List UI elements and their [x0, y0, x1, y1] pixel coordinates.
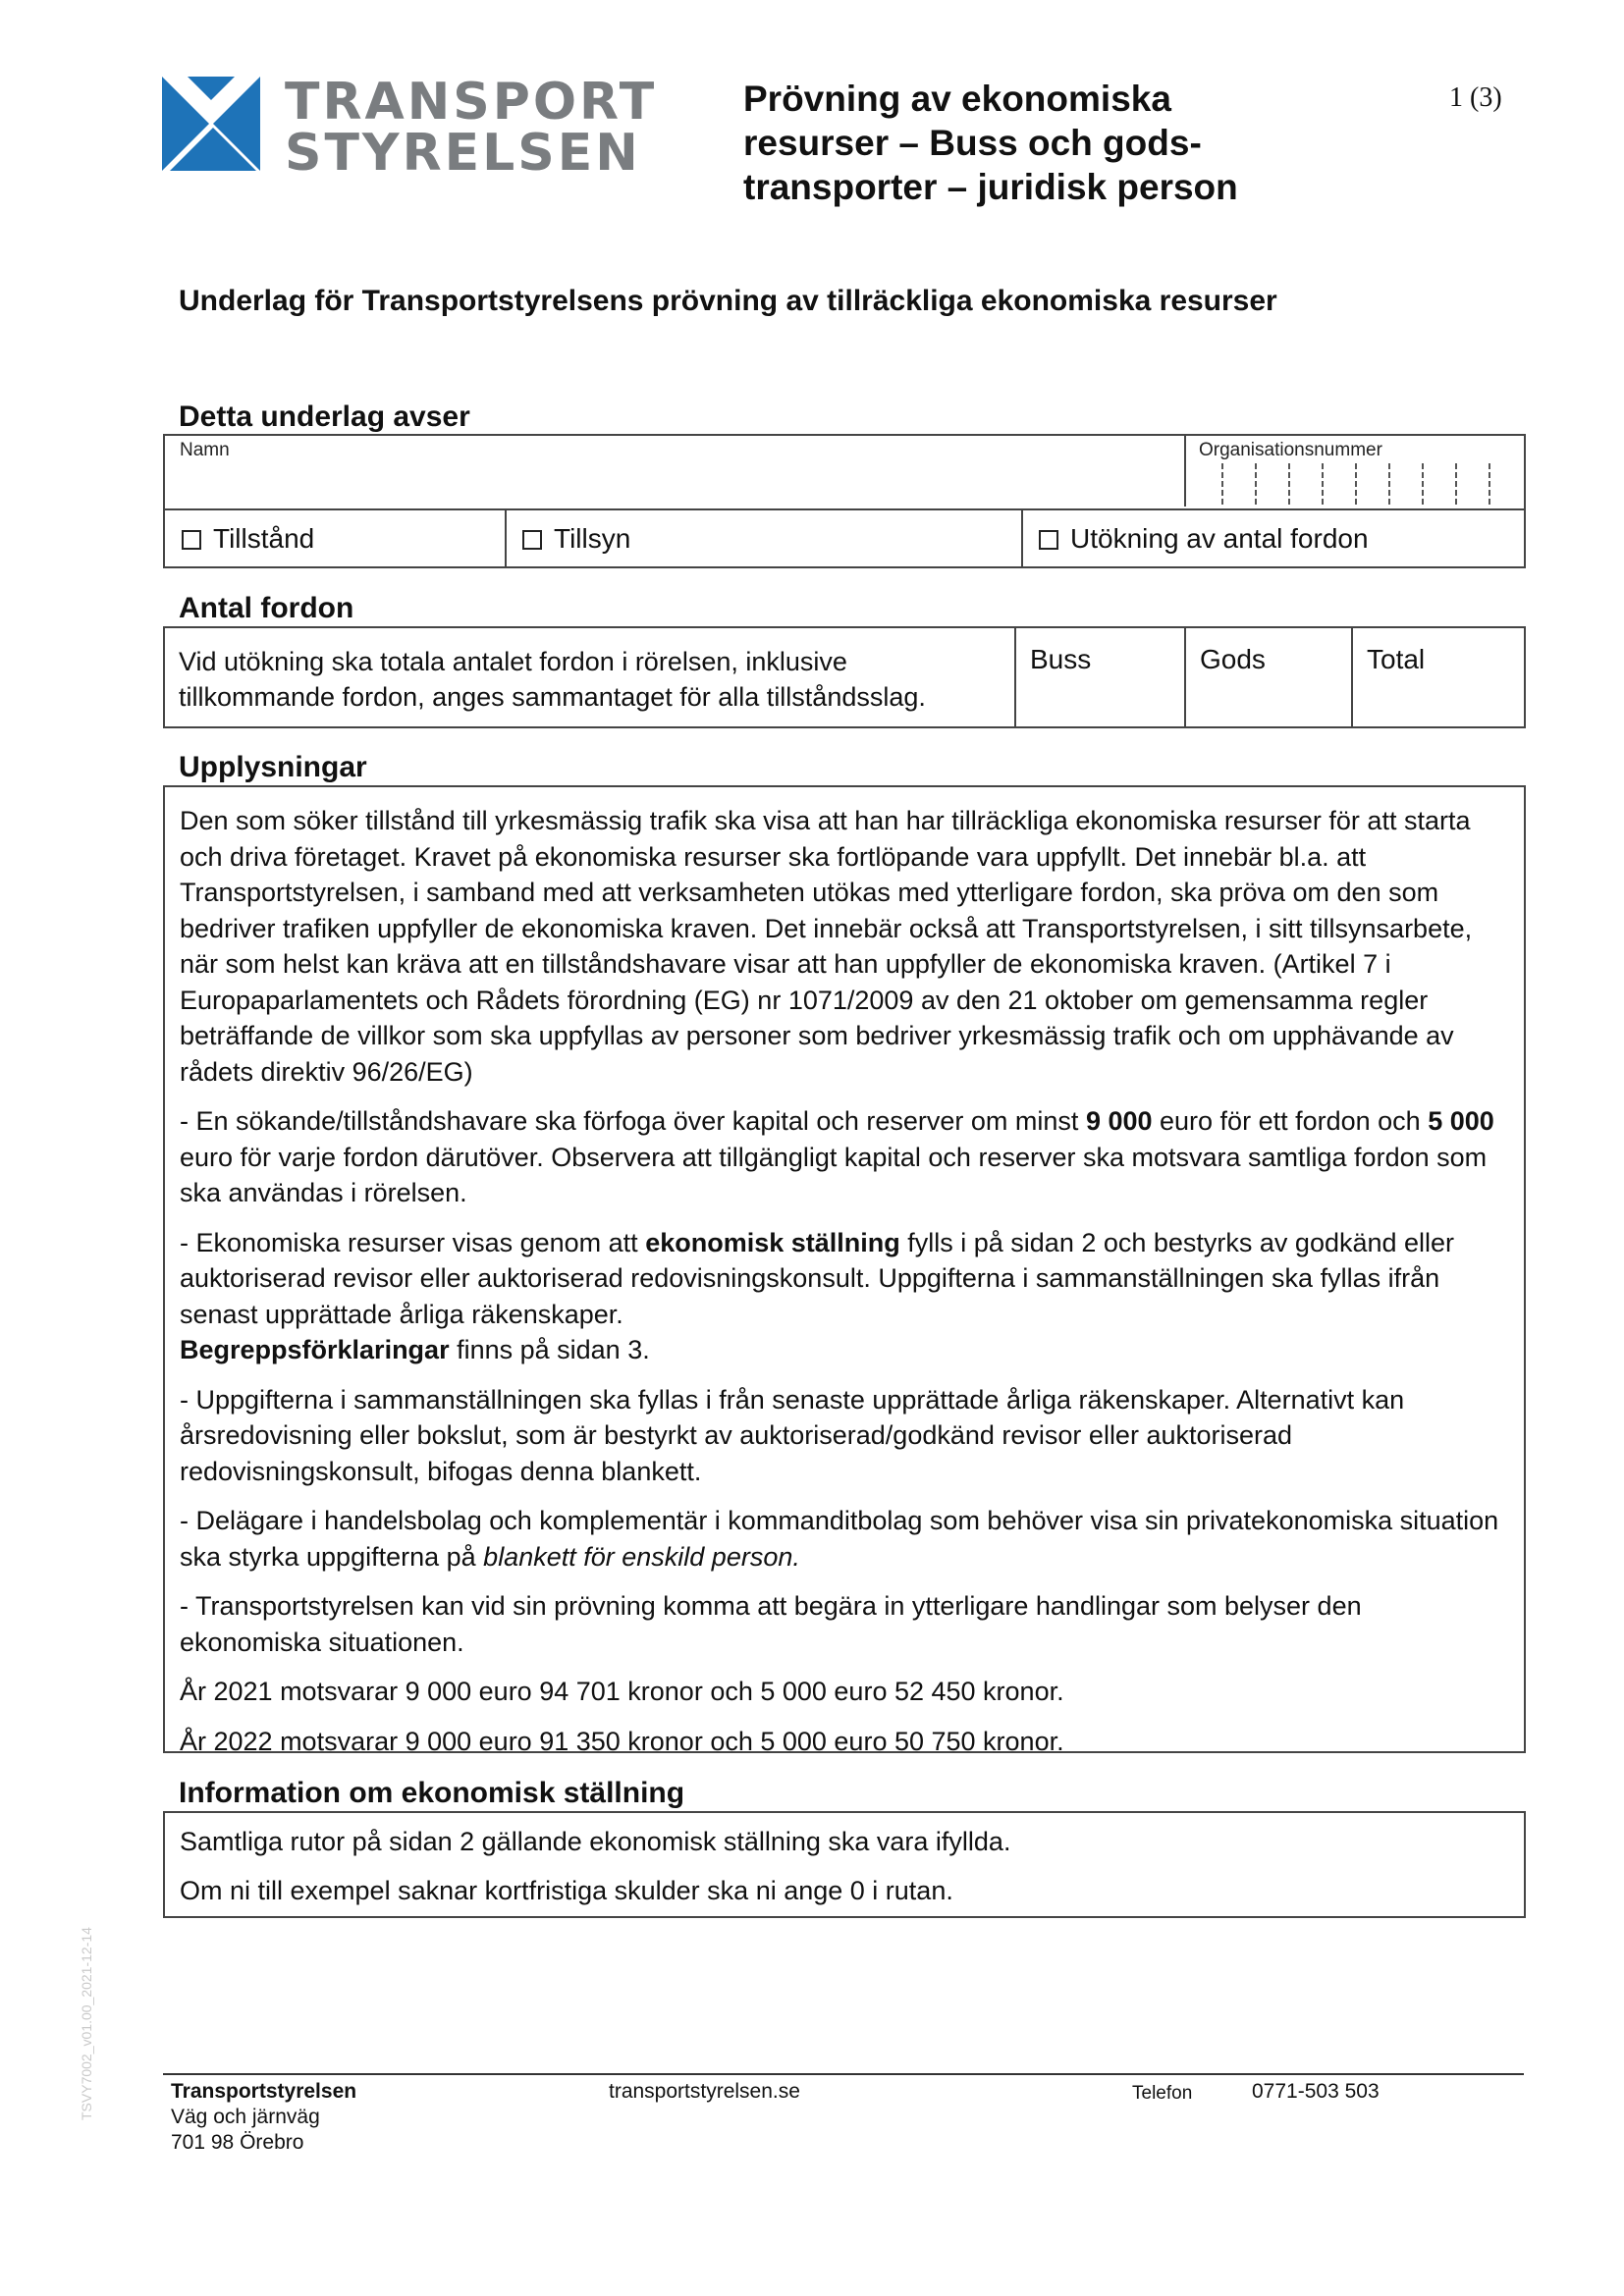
fordon-form-box [163, 626, 1526, 728]
total-label: Total [1367, 644, 1426, 674]
gods-label: Gods [1200, 644, 1266, 674]
buss-input[interactable] [1017, 679, 1182, 726]
upplysningar-rate-2021: År 2021 motsvarar 9 000 euro 94 701 kronor och 5 000 euro 52 450 kronor. [180, 1677, 1064, 1706]
section-heading-upplysningar: Upplysningar [179, 751, 367, 783]
document-subtitle: Underlag för Transportstyrelsens prövning av tillräckliga ekonomiska resurser [179, 285, 1277, 317]
name-label: Namn [180, 440, 230, 460]
option-tillsyn[interactable]: Tillsyn [522, 523, 630, 555]
footer-address: 701 98 Örebro [171, 2131, 304, 2154]
option-utokning[interactable]: Utökning av antal fordon [1039, 523, 1369, 555]
page-number: 1 (3) [1449, 82, 1502, 113]
footer-dept: Väg och järnväg [171, 2106, 320, 2128]
checkbox-tillstand[interactable] [182, 530, 201, 550]
footer-phone: 0771-503 503 [1252, 2080, 1380, 2103]
upplysningar-paragraph-6: - Transportstyrelsen kan vid sin prövning komma att begära in ytterligare handlingar som belyser den ekonomiska situationen. [180, 1591, 1362, 1657]
section-heading-info: Information om ekonomisk ställning [179, 1777, 685, 1809]
info-line-1: Samtliga rutor på sidan 2 gällande ekonomisk ställning ska vara ifyllda. [180, 1827, 1011, 1856]
option-tillstand[interactable]: Tillstånd [182, 523, 314, 555]
total-input[interactable] [1354, 679, 1524, 726]
buss-label: Buss [1030, 644, 1092, 674]
gods-input[interactable] [1187, 679, 1349, 726]
orgnr-label: Organisationsnummer [1199, 440, 1382, 460]
upplysningar-paragraph-4: - Uppgifterna i sammanställningen ska fyllas i från senaste upprättade årliga räkenskaper. Alternativt kan årsredovisning eller bokslut, som är bestyrkt av auktoriserad/godkänd revisor eller auktoriserad redovisningskonsult, bifogas denna blankett. [180, 1384, 1405, 1486]
document-title: Prövning av ekonomiska resurser – Buss och gods-transporter – juridisk person [743, 79, 1238, 207]
footer-website[interactable]: transportstyrelsen.se [609, 2080, 800, 2103]
logo-text-line1: TRANSPORT [285, 73, 658, 132]
checkbox-tillsyn[interactable] [522, 530, 542, 550]
name-input[interactable] [175, 459, 1176, 505]
checkbox-utokning[interactable] [1039, 530, 1058, 550]
upplysningar-rate-2022: År 2022 motsvarar 9 000 euro 91 350 kronor och 5 000 euro 50 750 kronor. [180, 1726, 1064, 1756]
transportstyrelsen-logo [162, 73, 658, 183]
footer-phone-label: Telefon [1132, 2083, 1193, 2104]
orgnr-input[interactable] [1188, 436, 1524, 507]
upplysningar-paragraph-5: - Delägare i handelsbolag och komplementär i kommanditbolag som behöver visa sin privatekonomiska situation ska styrka uppgifterna på blankett för enskild person. [180, 1506, 1499, 1572]
footer-org: Transportstyrelsen [171, 2080, 357, 2103]
upplysningar-box [163, 785, 1526, 1756]
upplysningar-paragraph-2: - En sökande/tillståndshavare ska förfoga över kapital och reserver om minst 9 000 euro för ett fordon och 5 000 euro för varje fordon därutöver. Observera att tillgängligt kapital och reserver ska motsvara samtliga fordon som ska användas i rörelsen. [180, 1106, 1494, 1207]
fordon-description: Vid utökning ska totala antalet fordon i rörelsen, inklusive tillkommande fordon, anges sammantaget för alla tillståndsslag. [179, 647, 926, 712]
avser-form-box [163, 434, 1526, 568]
info-box [163, 1811, 1526, 1918]
logo-text-line2: STYRELSEN [285, 124, 641, 183]
section-heading-avser: Detta underlag avser [179, 400, 470, 433]
logo-mark-icon [162, 77, 260, 171]
upplysningar-paragraph-1: Den som söker tillstånd till yrkesmässig trafik ska visa att han har tillräckliga ekonomiska resurser för att starta och driva företaget. Kravet på ekonomiska resurser ska fortlöpande vara uppfyllt. Det innebär bl.a. att Transportstyrelsen, i samband med att verksamheten utökas med ytterligare fordon, ska pröva om den som bedriver trafiken uppfyller de ekonomiska kraven. Det innebär också att Transportstyrelsen, i sitt tillsynsarbete, när som helst kan kräva att en tillståndshavare visar att han uppfyller de ekonomiska kraven. (Artikel 7 i Europaparlamentets och Rådets förordning (EG) nr 1071/2009 av den 21 oktober om gemensamma regler beträffande de villkor som ska uppfyllas av personer som bedriver yrkesmässig trafik och om upphävande av rådets direktiv 96/26/EG) [180, 806, 1473, 1087]
upplysningar-paragraph-3: - Ekonomiska resurser visas genom att ekonomisk ställning fylls i på sidan 2 och bestyrks av godkänd eller auktoriserad revisor eller auktoriserad redovisningskonsult. Uppgifterna i sammanställningen ska fyllas ifrån senast upprättade årliga räkenskaper. Begreppsförklaringar finns på sidan 3. [180, 1227, 1455, 1364]
footer-divider [163, 2073, 1524, 2075]
info-line-2: Om ni till exempel saknar kortfristiga skulder ska ni ange 0 i rutan. [180, 1875, 953, 1905]
section-heading-fordon: Antal fordon [179, 592, 354, 624]
